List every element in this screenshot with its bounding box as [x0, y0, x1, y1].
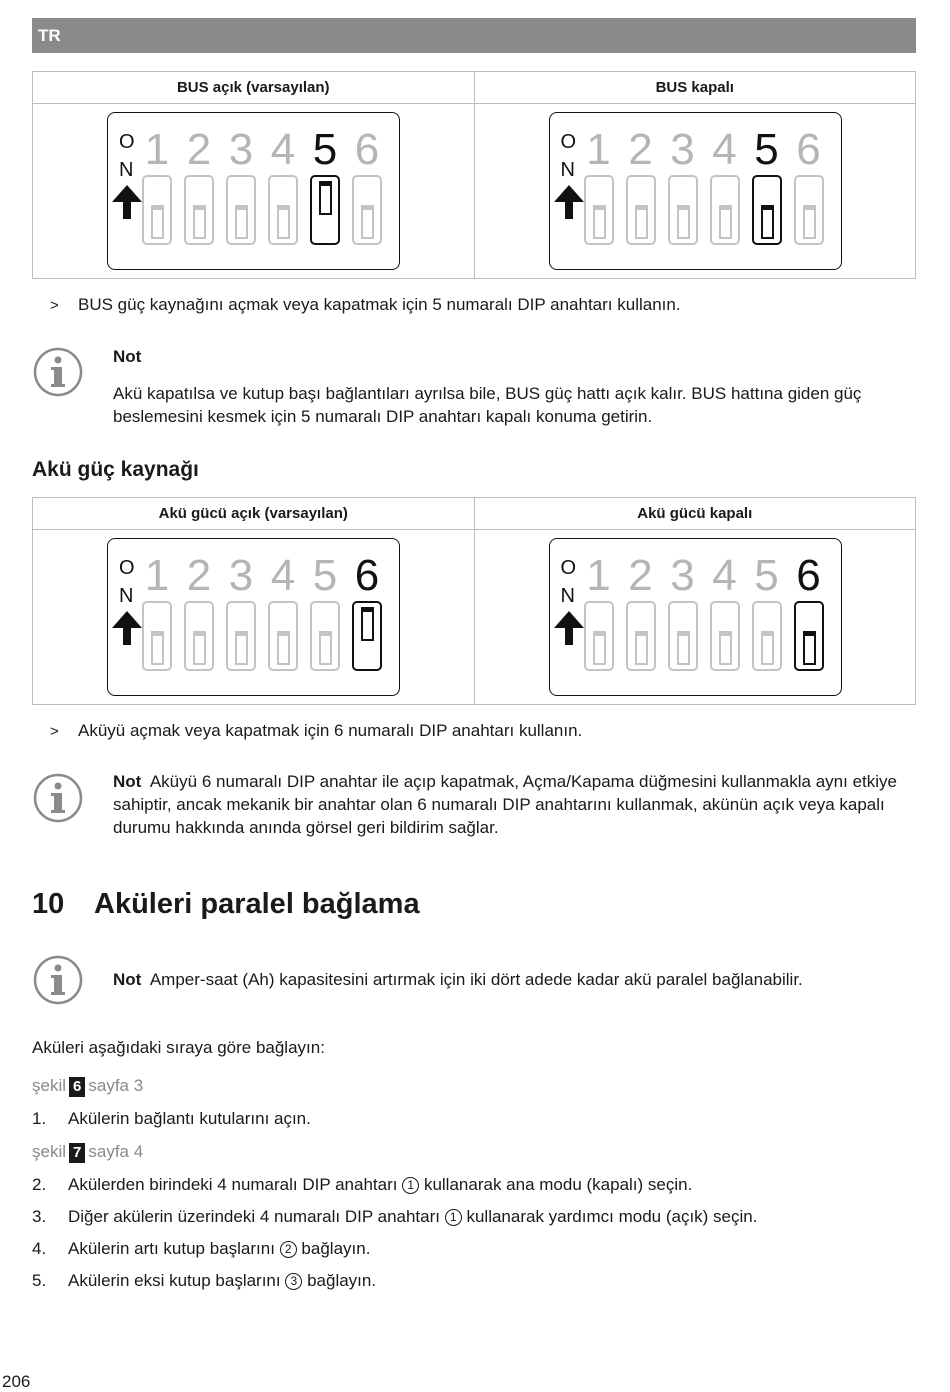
- dip-switch-knob: [151, 631, 164, 665]
- dip-switch-slot: [310, 601, 340, 671]
- dip-switch-4: [268, 553, 298, 671]
- note-title: Not: [113, 970, 142, 989]
- dip-switch-knob: [635, 631, 648, 665]
- dip-switch-5: [752, 127, 782, 245]
- on-label-n: N: [560, 159, 575, 181]
- step-text: bağlayın.: [307, 1271, 377, 1290]
- dip-switch-slot: [184, 175, 214, 245]
- dip-switch-number: 3: [228, 125, 254, 174]
- on-label-n: N: [560, 585, 575, 607]
- dip-switch-slot: [310, 175, 340, 245]
- dip-switch-number: 2: [186, 125, 212, 174]
- dip-switch-knob: [319, 631, 332, 665]
- on-label-n: N: [119, 585, 134, 607]
- on-label-o: O: [560, 131, 577, 153]
- dip-switch-block: [107, 112, 400, 270]
- dip-switch-slot: [142, 175, 172, 245]
- chapter-heading: [32, 888, 420, 921]
- dip-switch-number: 3: [670, 125, 695, 174]
- dip-switch-3: [226, 553, 256, 671]
- callout-number: 1: [402, 1177, 419, 1194]
- step-item: [32, 1271, 376, 1291]
- figure-page: sayfa 3: [88, 1076, 144, 1095]
- step-text: Diğer akülerin üzerindeki 4 numaralı DIP anahtarı: [68, 1207, 440, 1226]
- callout-number: 3: [285, 1273, 302, 1290]
- dip-switch-slot: [142, 601, 172, 671]
- dip-switch-4: [710, 127, 740, 245]
- dip-switch-number: 1: [586, 551, 611, 600]
- dip-switch-number: 2: [628, 551, 653, 600]
- step-number: 2.: [32, 1175, 47, 1194]
- dip-switch-slot: [226, 175, 256, 245]
- dip-switch-knob: [277, 205, 290, 239]
- dip-switch-knob: [151, 205, 164, 239]
- info-icon: [33, 955, 83, 1005]
- intro-text: Aküleri aşağıdaki sıraya göre bağlayın:: [32, 1038, 325, 1057]
- dip-switch-6: [352, 127, 382, 245]
- step-text: kullanarak ana modu (kapalı) seçin.: [423, 1175, 693, 1194]
- dip-switch-block: [107, 538, 400, 696]
- dip-switch-knob: [235, 205, 248, 239]
- dip-switch-knob: [761, 205, 774, 239]
- battery-off-diagram: [475, 530, 916, 704]
- note-text: Aküyü 6 numaralı DIP anahtar ile açıp kapatmak, Açma/Kapama düğmesini kullanmakla aynı etkiye sahiptir, ancak mekanik bir anahtar olan 6 numaralı DIP anahtarını kullanmak, akünün açık veya kapalı durumu hakkında anında görsel geri bildirim sağlar.: [113, 772, 897, 837]
- note-title: Not: [113, 772, 142, 791]
- dip-switch-knob: [803, 205, 816, 239]
- dip-switch-number: 1: [144, 125, 170, 174]
- bus-bullet: [50, 295, 681, 315]
- dip-switch-knob: [277, 631, 290, 665]
- dip-switch-number: 3: [228, 551, 254, 600]
- arrow-up-icon: [554, 611, 584, 645]
- dip-switch-slot: [352, 175, 382, 245]
- dip-switch-2: [184, 127, 214, 245]
- dip-switch-1: [142, 553, 172, 671]
- dip-switch-slot: [668, 175, 698, 245]
- dip-switch-2: [184, 553, 214, 671]
- step-text: Akülerin bağlantı kutularını açın.: [68, 1109, 311, 1128]
- arrow-up-icon: [112, 185, 142, 219]
- dip-switch-3: [668, 553, 698, 671]
- dip-switch-knob: [319, 181, 332, 215]
- figure-reference-6[interactable]: [32, 1076, 143, 1097]
- dip-switch-2: [626, 553, 656, 671]
- battery-bullet: [50, 721, 582, 741]
- dip-switch-4: [710, 553, 740, 671]
- step-number: 4.: [32, 1239, 47, 1258]
- dip-switch-knob: [719, 205, 732, 239]
- dip-switch-slot: [268, 601, 298, 671]
- battery-off-header: Akü gücü kapalı: [637, 505, 753, 522]
- note-title: Not: [113, 347, 142, 366]
- info-icon: [33, 773, 83, 823]
- dip-switch-knob: [677, 205, 690, 239]
- dip-switch-5: [752, 553, 782, 671]
- dip-switch-slot: [710, 601, 740, 671]
- battery-on-diagram: [33, 530, 475, 704]
- dip-switch-1: [584, 127, 614, 245]
- dip-switch-number: 6: [354, 551, 380, 600]
- dip-switch-slot: [184, 601, 214, 671]
- dip-switch-block: [549, 538, 842, 696]
- bus-on-header: BUS açık (varsayılan): [33, 72, 475, 103]
- dip-switch-3: [226, 127, 256, 245]
- step-text: bağlayın.: [301, 1239, 371, 1258]
- dip-switch-slot: [584, 601, 614, 671]
- dip-switch-knob: [803, 631, 816, 665]
- dip-switch-number: 5: [312, 125, 338, 174]
- dip-switch-knob: [193, 205, 206, 239]
- dip-switch-number: 1: [586, 125, 611, 174]
- dip-switch-6: [352, 553, 382, 671]
- dip-switch-knob: [193, 631, 206, 665]
- dip-switch-knob: [593, 631, 606, 665]
- note-bus: [113, 345, 913, 428]
- bus-off-header: BUS kapalı: [655, 79, 734, 96]
- bus-bullet-text: BUS güç kaynağını açmak veya kapatmak için 5 numaralı DIP anahtarı kullanın.: [78, 295, 681, 314]
- dip-switch-knob: [235, 631, 248, 665]
- dip-switch-slot: [794, 175, 824, 245]
- step-number: 1.: [32, 1109, 47, 1128]
- language-code: TR: [38, 26, 61, 45]
- dip-switch-number: 5: [312, 551, 338, 600]
- note-text: Amper-saat (Ah) kapasitesini artırmak için iki dört adede kadar akü paralel bağlanabilir.: [149, 970, 803, 989]
- bus-dip-table: [32, 71, 916, 279]
- bus-on-diagram: [33, 104, 475, 278]
- on-label-o: O: [119, 131, 135, 153]
- dip-switch-5: [310, 553, 340, 671]
- bullet-marker: >: [50, 723, 59, 740]
- dip-switch-number: 4: [270, 551, 296, 600]
- dip-switch-slot: [752, 601, 782, 671]
- bus-off-diagram: [475, 104, 916, 278]
- dip-switch-6: [794, 127, 824, 245]
- step-text: Akülerden birindeki 4 numaralı DIP anahtarı: [68, 1175, 398, 1194]
- dip-switch-slot: [226, 601, 256, 671]
- on-label-o: O: [560, 557, 577, 579]
- dip-switch-block: [549, 112, 842, 270]
- dip-switch-3: [668, 127, 698, 245]
- dip-switch-number: 4: [270, 125, 296, 174]
- dip-switch-number: 4: [712, 125, 737, 174]
- dip-switch-knob: [677, 631, 690, 665]
- dip-switch-knob: [761, 631, 774, 665]
- step-text: Akülerin eksi kutup başlarını: [68, 1271, 281, 1290]
- figure-number: 7: [69, 1143, 85, 1163]
- dip-switch-slot: [626, 175, 656, 245]
- dip-switch-knob: [593, 205, 606, 239]
- step-text: kullanarak yardımcı modu (açık) seçin.: [466, 1207, 758, 1226]
- dip-switch-number: 1: [144, 551, 170, 600]
- note-battery: [113, 770, 913, 839]
- dip-switch-1: [142, 127, 172, 245]
- dip-switch-2: [626, 127, 656, 245]
- note-parallel: [113, 968, 913, 991]
- dip-switch-4: [268, 127, 298, 245]
- note-text: Akü kapatılsa ve kutup başı bağlantıları ayrılsa bile, BUS güç hattı açık kalır. BUS hattına giden güç beslemesini kesmek için 5 numaralı DIP anahtarı kapalı konuma getirin.: [113, 384, 862, 426]
- step-item: [32, 1109, 311, 1129]
- bullet-marker: >: [50, 297, 59, 314]
- battery-bullet-text: Aküyü açmak veya kapatmak için 6 numaralı DIP anahtarı kullanın.: [78, 721, 583, 740]
- dip-switch-number: 3: [670, 551, 695, 600]
- dip-switch-5: [310, 127, 340, 245]
- battery-on-header: Akü gücü açık (varsayılan): [33, 498, 475, 529]
- dip-switch-knob: [719, 631, 732, 665]
- on-label-n: N: [119, 159, 134, 181]
- arrow-up-icon: [112, 611, 142, 645]
- callout-number: 1: [445, 1209, 462, 1226]
- dip-switch-knob: [361, 205, 374, 239]
- step-item: [32, 1239, 370, 1259]
- dip-switch-slot: [668, 601, 698, 671]
- figure-prefix: şekil: [32, 1142, 67, 1161]
- figure-prefix: şekil: [32, 1076, 67, 1095]
- arrow-up-icon: [554, 185, 584, 219]
- section-heading: Akü güç kaynağı: [32, 458, 199, 481]
- dip-switch-number: 4: [712, 551, 737, 600]
- dip-switch-number: 6: [796, 551, 821, 600]
- dip-switch-slot: [710, 175, 740, 245]
- dip-switch-slot: [626, 601, 656, 671]
- on-label-o: O: [119, 557, 135, 579]
- figure-page: sayfa 4: [88, 1142, 144, 1161]
- page-number: 206: [2, 1372, 31, 1391]
- chapter-number: 10: [32, 888, 65, 920]
- dip-switch-6: [794, 553, 824, 671]
- dip-switch-slot: [352, 601, 382, 671]
- dip-switch-1: [584, 553, 614, 671]
- dip-switch-number: 2: [186, 551, 212, 600]
- step-item: [32, 1175, 692, 1195]
- dip-switch-knob: [361, 607, 374, 641]
- chapter-title: Aküleri paralel bağlama: [94, 888, 420, 920]
- callout-number: 2: [280, 1241, 297, 1258]
- dip-switch-number: 6: [354, 125, 380, 174]
- dip-switch-knob: [635, 205, 648, 239]
- step-number: 5.: [32, 1271, 47, 1290]
- step-text: Akülerin artı kutup başlarını: [68, 1239, 275, 1258]
- info-icon: [33, 347, 83, 397]
- dip-switch-slot: [584, 175, 614, 245]
- dip-switch-slot: [794, 601, 824, 671]
- dip-switch-number: 5: [754, 125, 779, 174]
- dip-switch-number: 2: [628, 125, 653, 174]
- dip-switch-number: 5: [754, 551, 779, 600]
- language-bar: [32, 18, 916, 53]
- dip-switch-slot: [752, 175, 782, 245]
- dip-switch-number: 6: [796, 125, 821, 174]
- figure-reference-7[interactable]: [32, 1142, 143, 1163]
- step-item: [32, 1207, 757, 1227]
- dip-switch-slot: [268, 175, 298, 245]
- battery-dip-table: [32, 497, 916, 705]
- figure-number: 6: [69, 1077, 85, 1097]
- step-number: 3.: [32, 1207, 47, 1226]
